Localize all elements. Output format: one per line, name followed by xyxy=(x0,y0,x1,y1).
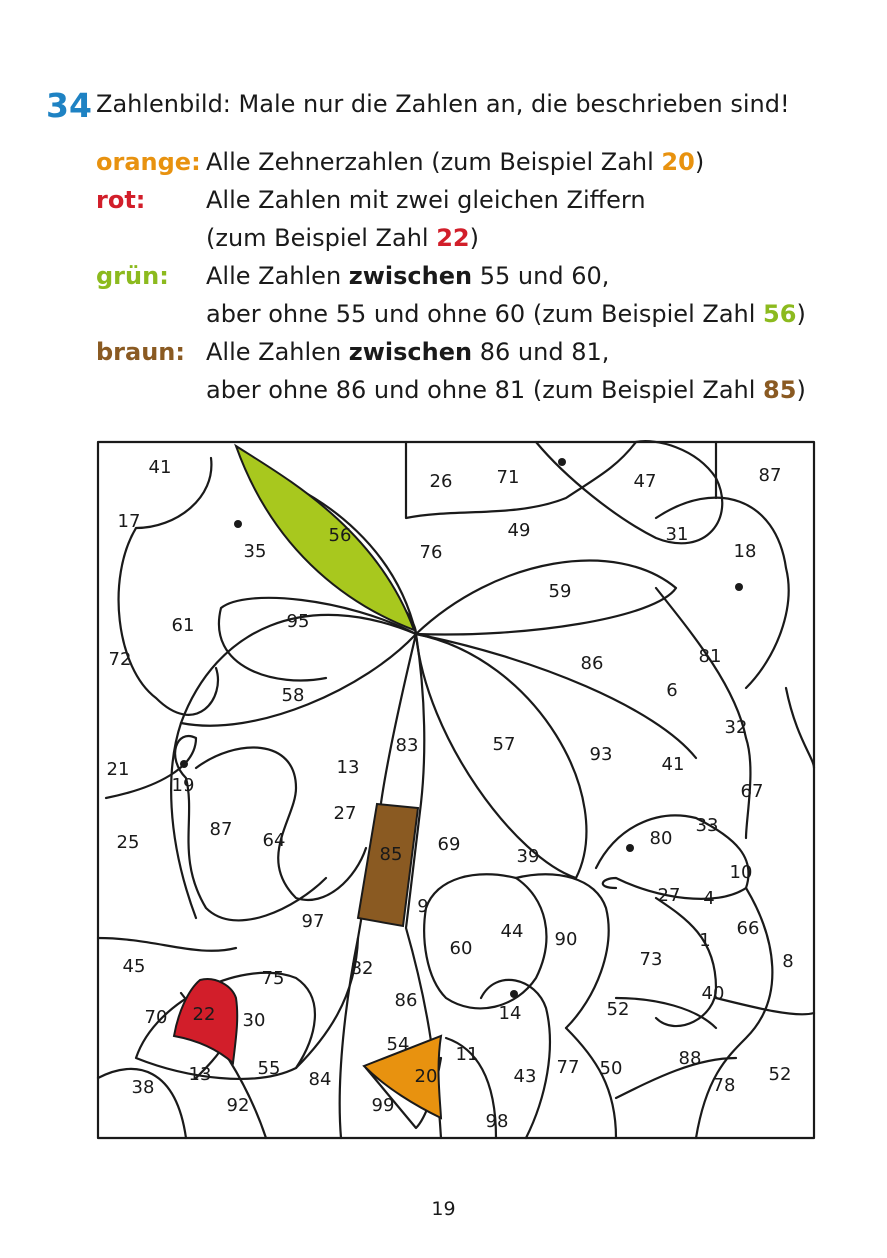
number-label: 43 xyxy=(513,1066,537,1087)
number-label: 90 xyxy=(554,929,578,950)
number-label: 40 xyxy=(701,983,725,1004)
rule-rot-example: 22 xyxy=(436,224,470,252)
number-label: 20 xyxy=(414,1066,438,1087)
number-label: 27 xyxy=(333,803,357,824)
number-label: 41 xyxy=(148,457,172,478)
number-label: 93 xyxy=(589,744,613,765)
number-label: 52 xyxy=(768,1064,792,1085)
number-label: 35 xyxy=(243,541,267,562)
task-title: Zahlenbild: Male nur die Zahlen an, die beschrieben sind! xyxy=(96,90,790,118)
number-label: 77 xyxy=(556,1057,580,1078)
number-label: 80 xyxy=(649,828,673,849)
number-label: 98 xyxy=(485,1111,509,1132)
number-label: 95 xyxy=(286,611,310,632)
rule-braun-bold: zwischen xyxy=(348,338,473,366)
number-label: 39 xyxy=(516,846,540,867)
number-label: 32 xyxy=(724,717,748,738)
number-label: 85 xyxy=(379,844,403,865)
number-label: 57 xyxy=(492,734,516,755)
leaf-fill-green xyxy=(236,446,414,630)
rule-gruen-example: 56 xyxy=(763,300,797,328)
rule-gruen-end: ) xyxy=(796,300,806,328)
number-label: 60 xyxy=(449,938,473,959)
rule-orange-end: ) xyxy=(694,148,705,176)
number-label: 44 xyxy=(500,921,524,942)
rule-orange-text: Alle Zehnerzahlen (zum Beispiel Zahl xyxy=(206,148,662,176)
rule-gruen-post: 55 und 60, xyxy=(472,262,610,290)
number-label: 41 xyxy=(661,754,685,775)
number-label: 38 xyxy=(131,1077,155,1098)
number-label: 9 xyxy=(417,896,429,917)
number-label: 8 xyxy=(782,951,794,972)
number-label: 45 xyxy=(122,956,146,977)
rule-rot-text: Alle Zahlen mit zwei gleichen Ziffern xyxy=(206,186,646,214)
rule-gruen-pre: Alle Zahlen xyxy=(206,262,349,290)
number-label: 72 xyxy=(108,649,132,670)
number-label: 76 xyxy=(419,542,443,563)
number-label: 58 xyxy=(281,685,305,706)
number-label: 1 xyxy=(699,930,711,951)
number-label: 27 xyxy=(657,885,681,906)
number-label: 73 xyxy=(639,949,663,970)
rule-orange-label: orange: xyxy=(96,148,201,176)
number-label: 33 xyxy=(695,815,719,836)
number-label: 78 xyxy=(712,1075,736,1096)
number-label: 13 xyxy=(188,1064,212,1085)
rule-rot-end: ) xyxy=(469,224,479,252)
number-label: 99 xyxy=(371,1095,395,1116)
number-label: 19 xyxy=(171,775,195,796)
number-label: 86 xyxy=(580,653,604,674)
number-label: 59 xyxy=(548,581,572,602)
eye-dot xyxy=(626,844,634,852)
eye-dot xyxy=(180,760,188,768)
eye-dot xyxy=(558,458,566,466)
number-label: 30 xyxy=(242,1010,266,1031)
eye-dot xyxy=(510,990,518,998)
number-label: 71 xyxy=(496,467,520,488)
number-label: 69 xyxy=(437,834,461,855)
number-label: 97 xyxy=(301,911,325,932)
rule-gruen-bold: zwischen xyxy=(348,262,473,290)
rule-braun-end: ) xyxy=(796,376,806,404)
number-label: 14 xyxy=(498,1003,522,1024)
number-label: 75 xyxy=(261,968,285,989)
number-label: 22 xyxy=(192,1004,216,1025)
rule-braun-example: 85 xyxy=(763,376,797,404)
number-label: 10 xyxy=(729,862,753,883)
number-label: 61 xyxy=(171,615,195,636)
number-label: 47 xyxy=(633,471,657,492)
number-label: 70 xyxy=(144,1007,168,1028)
number-label: 49 xyxy=(507,520,531,541)
number-label: 54 xyxy=(386,1034,410,1055)
number-label: 11 xyxy=(455,1044,479,1065)
number-label: 52 xyxy=(606,999,630,1020)
rule-braun-text2: aber ohne 86 und ohne 81 (zum Beispiel Zahl xyxy=(206,376,764,404)
number-label: 4 xyxy=(703,888,715,909)
eye-dot xyxy=(735,583,743,591)
rule-rot-text2: (zum Beispiel Zahl xyxy=(206,224,437,252)
number-label: 66 xyxy=(736,918,760,939)
number-label: 13 xyxy=(336,757,360,778)
rule-braun-post: 86 und 81, xyxy=(472,338,610,366)
rule-braun-pre: Alle Zahlen xyxy=(206,338,349,366)
number-label: 21 xyxy=(106,759,130,780)
rule-gruen-label: grün: xyxy=(96,262,169,290)
number-label: 6 xyxy=(666,680,678,701)
number-label: 82 xyxy=(350,958,374,979)
number-label: 67 xyxy=(740,781,764,802)
number-label: 92 xyxy=(226,1095,250,1116)
number-label: 25 xyxy=(116,832,140,853)
number-label: 87 xyxy=(758,465,782,486)
number-label: 84 xyxy=(308,1069,332,1090)
number-label: 17 xyxy=(117,511,141,532)
number-picture-svg xyxy=(96,438,818,1144)
task-number: 34 xyxy=(46,86,92,125)
number-label: 31 xyxy=(665,524,689,545)
page-number: 19 xyxy=(431,1198,456,1220)
number-label: 26 xyxy=(429,471,453,492)
number-label: 86 xyxy=(394,990,418,1011)
number-label: 81 xyxy=(698,646,722,667)
rule-gruen-text2: aber ohne 55 und ohne 60 (zum Beispiel Zahl xyxy=(206,300,764,328)
number-label: 88 xyxy=(678,1048,702,1069)
rule-rot-label: rot: xyxy=(96,186,146,214)
eye-dot xyxy=(234,520,242,528)
number-label: 64 xyxy=(262,830,286,851)
rule-orange-example: 20 xyxy=(661,148,695,176)
rule-braun-label: braun: xyxy=(96,338,185,366)
number-label: 83 xyxy=(395,735,419,756)
number-label: 18 xyxy=(733,541,757,562)
number-label: 56 xyxy=(328,525,352,546)
number-picture xyxy=(96,438,818,1148)
number-label: 50 xyxy=(599,1058,623,1079)
number-label: 87 xyxy=(209,819,233,840)
number-label: 55 xyxy=(257,1058,281,1079)
